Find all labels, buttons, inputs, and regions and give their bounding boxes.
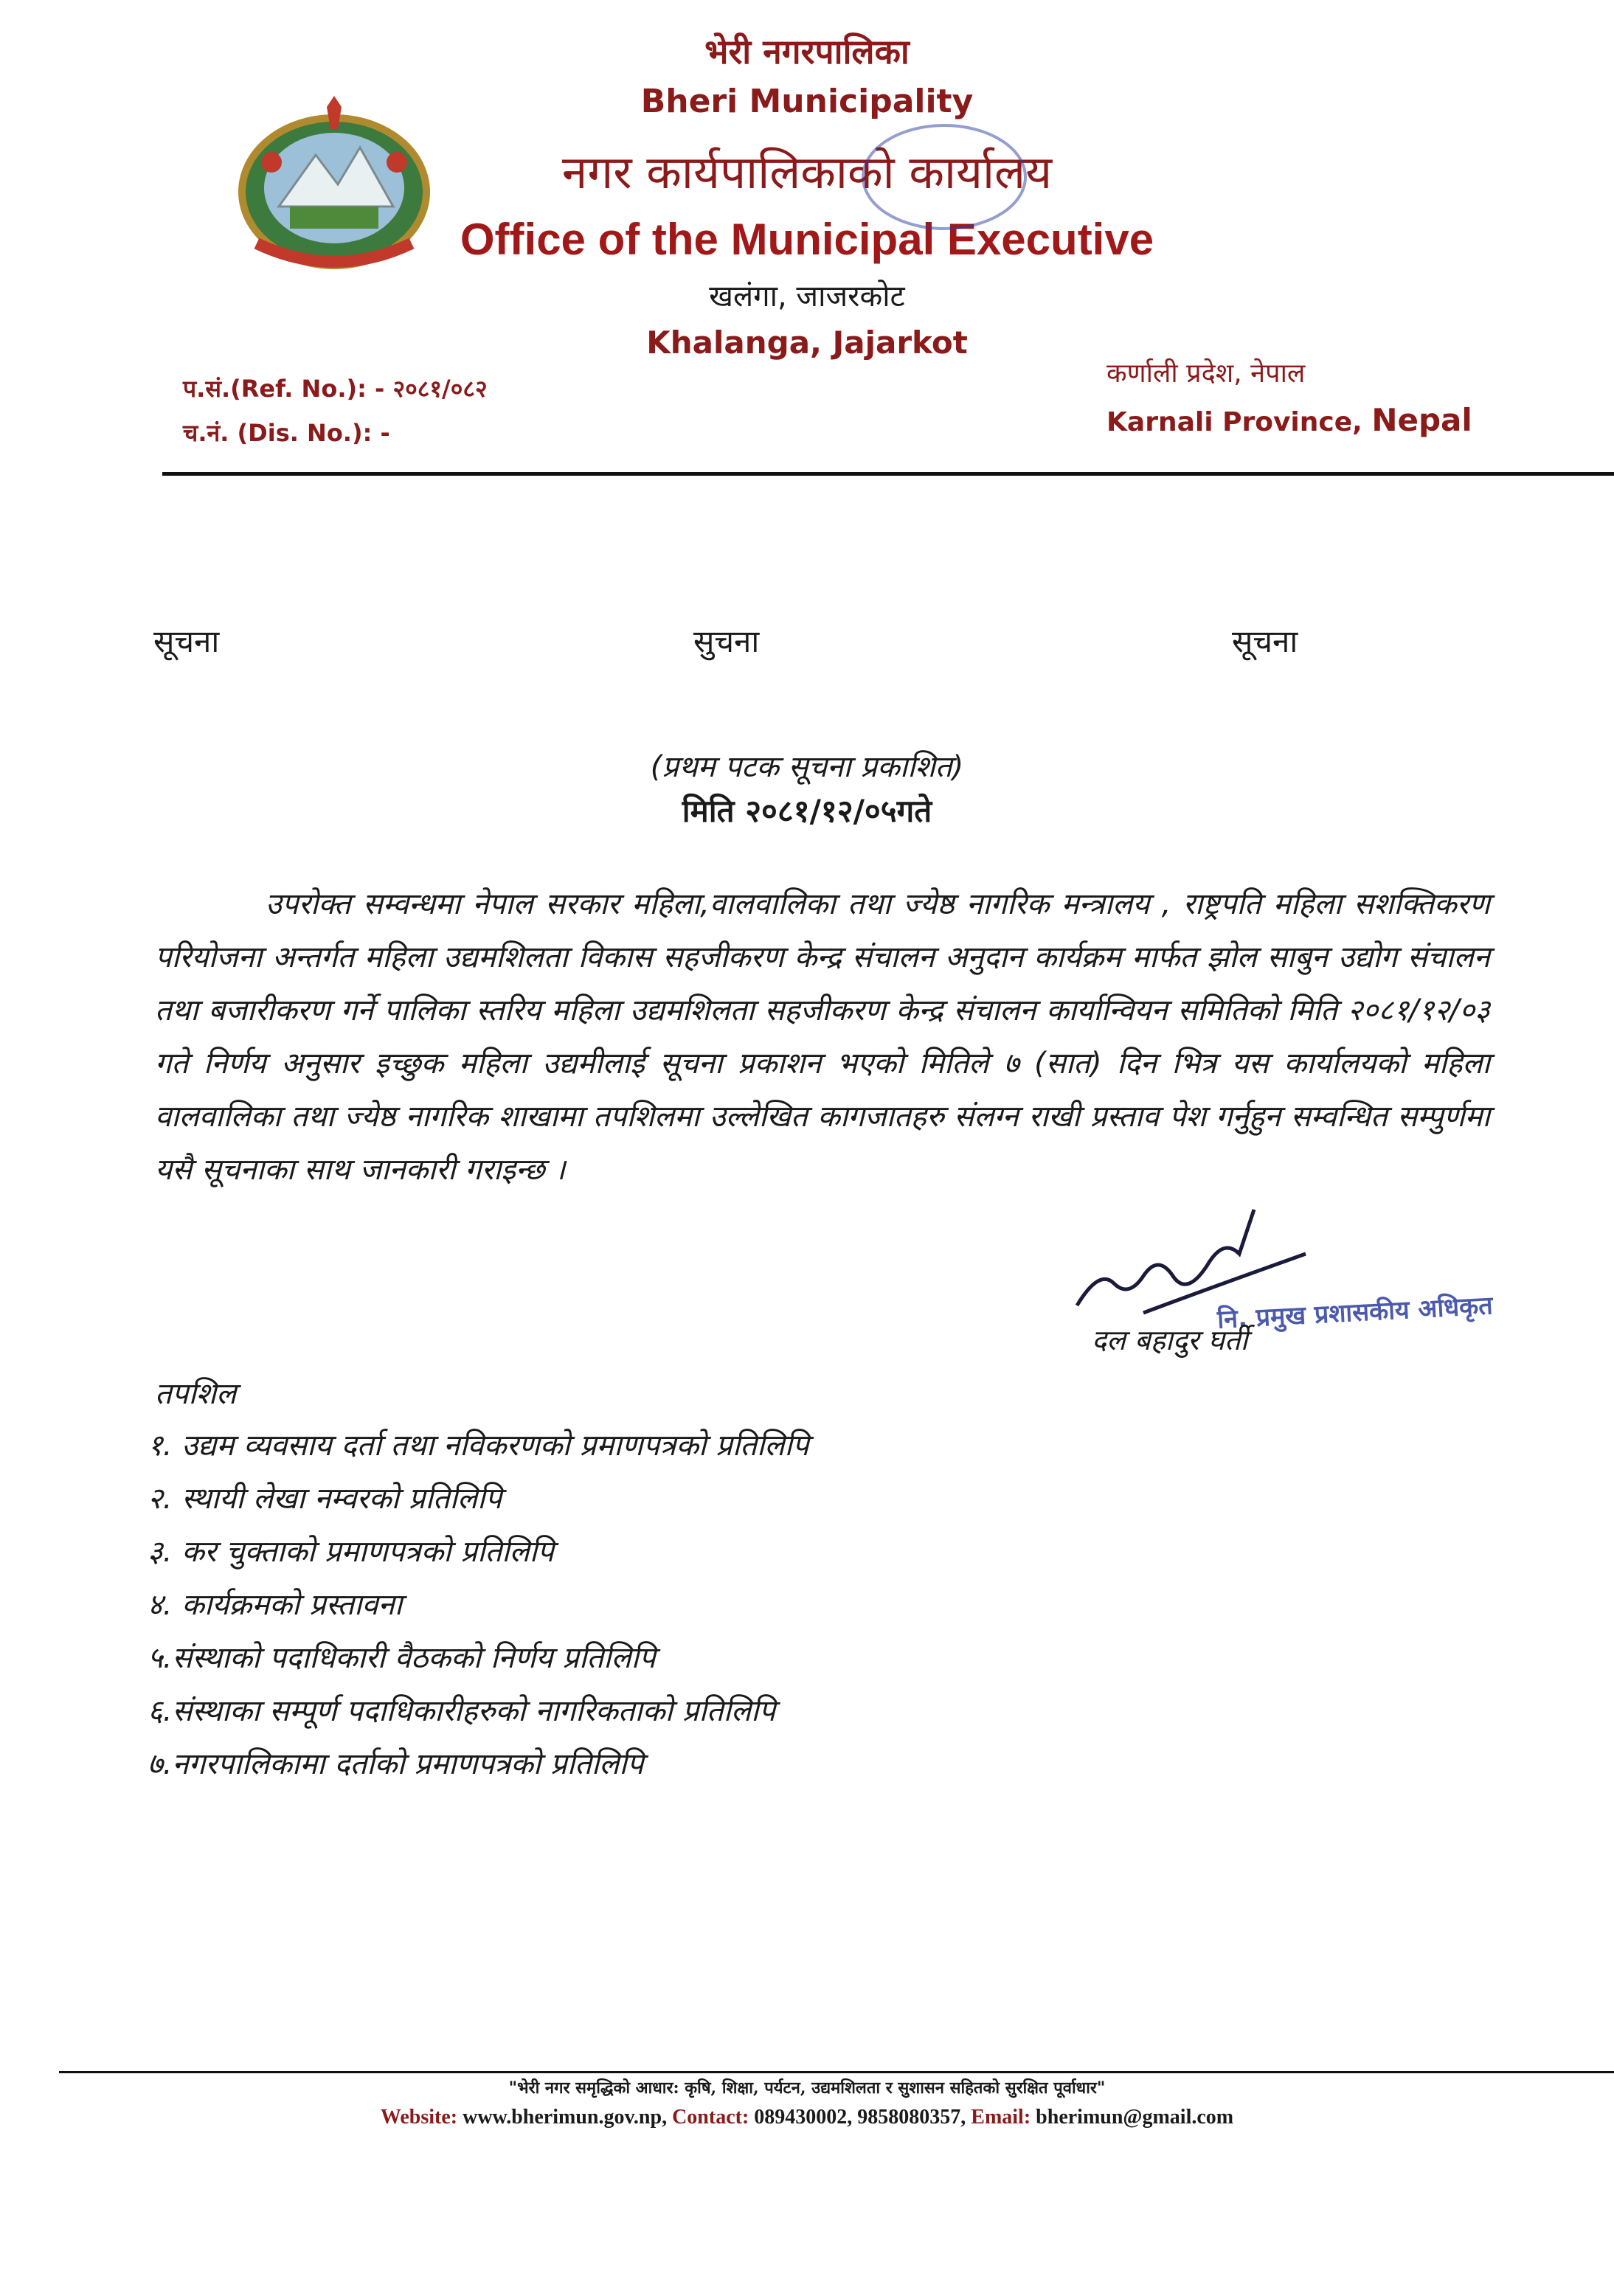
- list-item: ६.संस्थाका सम्पूर्ण पदाधिकारीहरुको नागरिकताको प्रतिलिपि: [148, 1694, 776, 1728]
- footer-slogan: "भेरी नगर समृद्धिको आधार: कृषि, शिक्षा, पर्यटन, उद्यमशिलता र सुशासन सहितको सुरक्षित पूर्वाधार": [508, 2078, 1106, 2098]
- footer-contact: [0, 2106, 1614, 2129]
- website-label: Website:: [380, 2106, 458, 2129]
- office-name-np: नगर कार्यपालिकाको कार्यालय: [561, 145, 1053, 199]
- email-link[interactable]: bherimun@gmail.com: [1031, 2106, 1234, 2129]
- dispatch-number: च.नं. (Dis. No.): -: [183, 419, 390, 447]
- province-en-prefix: Karnali Province,: [1106, 407, 1372, 437]
- office-stamp-icon: [856, 118, 1033, 236]
- website-link[interactable]: www.bherimun.gov.np,: [457, 2106, 673, 2129]
- province-np: कर्णाली प्रदेश, नेपाल: [1106, 358, 1306, 389]
- notice-heading-center: सुचना: [693, 623, 760, 659]
- notice-heading-right: सूचना: [1232, 623, 1298, 659]
- notice-heading-left: सूचना: [153, 623, 220, 659]
- office-name-en: Office of the Municipal Executive: [460, 215, 1154, 264]
- province-en: [1106, 402, 1472, 438]
- notice-date: मिति २०८१/१२/०५गते: [682, 793, 932, 829]
- location-en: Khalanga, Jajarkot: [646, 325, 968, 361]
- contact-numbers: 089430002, 9858080357,: [749, 2106, 971, 2129]
- list-item: ३. कर चुक्ताको प्रमाणपत्रको प्रतिलिपि: [148, 1535, 554, 1569]
- list-item: ५.संस्थाको पदाधिकारी वैठकको निर्णय प्रतिलिपि: [148, 1641, 656, 1675]
- list-item: २. स्थायी लेखा नम्वरको प्रतिलिपि: [148, 1482, 502, 1516]
- list-item: १. उद्यम व्यवसाय दर्ता तथा नविकरणको प्रमाणपत्रको प्रतिलिपि: [148, 1429, 809, 1463]
- notice-body: उपरोक्त सम्वन्धमा नेपाल सरकार महिला,वालवालिका तथा ज्येष्ठ नागरिक मन्त्रालय , राष्ट्रपति महिला सशक्तिकरण परियोजना अन्तर्गत महिला उद्यमशिलता विकास सहजीकरण केन्द्र संचालन अनुदान कार्यक्रम मार्फत झोल साबुन उद्योग संचालन तथा बजारीकरण गर्ने पालिका स्तरिय महिला उद्यमशिलता सहजीकरण केन्द्र संचालन कार्यान्वियन समितिको मिति २०८१/१२/०३ गते निर्णय अनुसार इच्छुक महिला उद्यमीलाई सूचना प्रकाशन भएको मितिले ७ (सात) दिन भित्र यस कार्यालयको महिला वालवालिका तथा ज्येष्ठ नागरिक शाखामा तपशिलमा उल्लेखित कागजातहरु संलग्न राखी प्रस्ताव पेश गर्नुहुन सम्वन्धित सम्पुर्णमा यसै सूचनाका साथ जानकारी गराइन्छ ।: [155, 887, 1490, 1187]
- province-en-country: Nepal: [1371, 402, 1472, 438]
- footer-divider: [59, 2071, 1614, 2073]
- ref-number: प.सं.(Ref. No.): - २०८१/०८२: [183, 375, 488, 403]
- municipality-name-en: Bheri Municipality: [640, 83, 974, 120]
- header-divider: [162, 472, 1614, 476]
- signature-stamp-title: नि. प्रमुख प्रशासकीय अधिकृत: [1216, 1291, 1494, 1335]
- signatory-name: दल बहादुर घर्ती: [1092, 1324, 1248, 1356]
- list-item: ७.नगरपालिकामा दर्ताको प्रमाणपत्रको प्रतिलिपि: [148, 1747, 644, 1781]
- list-title: तपशिल: [155, 1377, 237, 1411]
- contact-label: Contact:: [672, 2106, 749, 2129]
- email-label: Email:: [971, 2106, 1031, 2129]
- publication-note: (प्रथम पटक सूचना प्रकाशित): [650, 750, 964, 784]
- municipality-name-np: भेरी नगरपालिका: [704, 32, 910, 72]
- list-item: ४. कार्यक्रमको प्रस्तावना: [148, 1588, 403, 1622]
- location-np: खलंगा, जाजरकोट: [709, 280, 905, 313]
